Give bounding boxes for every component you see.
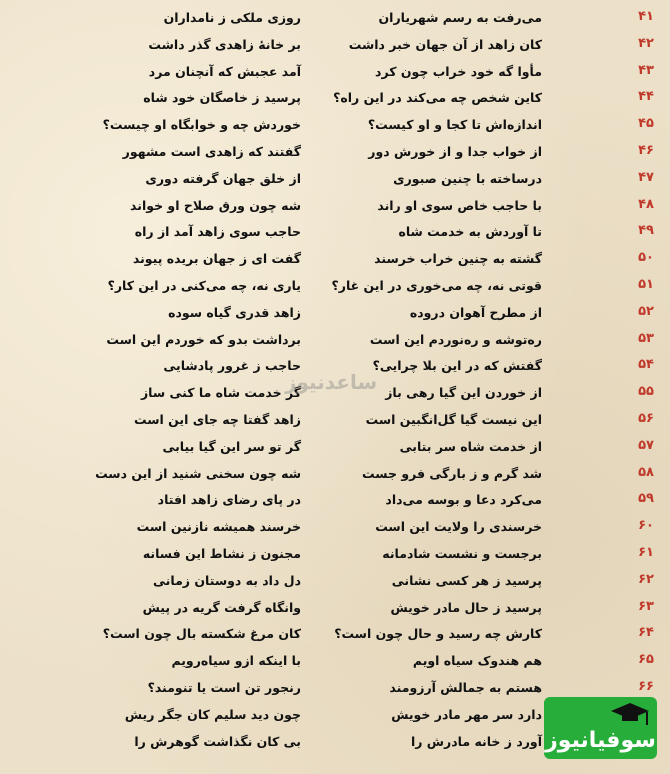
verse-number: ۴۴ bbox=[638, 89, 654, 105]
second-hemistich: با حاجب خاص سوی او راند bbox=[377, 197, 542, 213]
first-hemistich: شه چون ورق صلاح او خواند bbox=[130, 197, 301, 213]
second-hemistich: کارش چه رسید و حال چون است؟ bbox=[334, 626, 542, 642]
first-hemistich: زاهد قدری گیاه سوده bbox=[168, 304, 301, 320]
second-hemistich: پرسید ز هر کسی نشانی bbox=[391, 572, 542, 588]
first-hemistich: از خلق جهان گرفته دوری bbox=[145, 170, 301, 186]
verse-row bbox=[0, 488, 670, 515]
verse-number: ۵۱ bbox=[638, 276, 654, 292]
second-hemistich: از خوردن این گیا رهی باز bbox=[385, 385, 542, 401]
first-hemistich: در پای رضای زاهد افتاد bbox=[157, 492, 301, 508]
verse-row bbox=[0, 140, 670, 167]
verse-number: ۵۲ bbox=[638, 303, 654, 319]
second-hemistich: اندازه‌اش تا کجا و او کیست؟ bbox=[367, 117, 542, 133]
first-hemistich: زاهد گفتا چه جای این است bbox=[134, 411, 301, 427]
verse-number: ۴۸ bbox=[638, 196, 654, 212]
first-hemistich: شه چون سخنی شنید از این دست bbox=[95, 465, 301, 481]
verse-number: ۵۷ bbox=[638, 437, 654, 453]
second-hemistich: هم هندوک سیاه اویم bbox=[412, 653, 542, 669]
verse-row bbox=[0, 247, 670, 274]
second-hemistich: تا آوردش به خدمت شاه bbox=[398, 224, 542, 240]
verse-number: ۴۳ bbox=[638, 62, 654, 78]
first-hemistich: بی کان نگذاشت گوهرش را bbox=[134, 733, 301, 749]
second-hemistich: آورد ز خانه مادرش را bbox=[410, 733, 542, 749]
first-hemistich: برداشت بدو که خوردم این است bbox=[106, 331, 301, 347]
verse-row bbox=[0, 542, 670, 569]
first-hemistich: گر خدمت شاه ما کنی ساز bbox=[140, 385, 301, 401]
second-hemistich: این نیست گیا گل‌انگبین است bbox=[365, 411, 542, 427]
second-hemistich: مأوا گه خود خراب چون کرد bbox=[375, 63, 542, 79]
first-hemistich: وانگاه گرفت گریه در پیش bbox=[142, 599, 301, 615]
second-hemistich: پرسید ز حال مادر خویش bbox=[390, 599, 542, 615]
verse-row bbox=[0, 408, 670, 435]
verse-number: ۶۶ bbox=[638, 678, 654, 694]
first-hemistich: خرسند همیشه نازنین است bbox=[136, 519, 301, 535]
verse-row bbox=[0, 167, 670, 194]
first-hemistich: چون دید سلیم کان جگر ریش bbox=[124, 706, 301, 722]
verse-number: ۶۵ bbox=[638, 652, 654, 668]
first-hemistich: دل داد به دوستان زمانی bbox=[153, 572, 301, 588]
verse-number: ۵۰ bbox=[638, 250, 654, 266]
verse-number: ۵۵ bbox=[638, 384, 654, 400]
logo-text: سوفیانیوز bbox=[545, 728, 656, 753]
verse-number: ۶۰ bbox=[638, 518, 654, 534]
verse-number: ۴۶ bbox=[638, 142, 654, 158]
first-hemistich: روزی ملکی ز نامداران bbox=[163, 10, 301, 25]
first-hemistich: بر خانهٔ زاهدی گذر داشت bbox=[148, 36, 301, 52]
second-hemistich: از خدمت شاه سر بتابی bbox=[399, 438, 542, 454]
verse-row bbox=[0, 194, 670, 221]
verse-row bbox=[0, 596, 670, 623]
second-hemistich: قوتی نه، چه می‌خوری در این غار؟ bbox=[331, 277, 542, 293]
verse-row bbox=[0, 274, 670, 301]
second-hemistich: می‌کرد دعا و بوسه می‌داد bbox=[385, 492, 542, 508]
verse-row bbox=[0, 6, 670, 33]
second-hemistich: کاین شخص چه می‌کند در این راه؟ bbox=[333, 90, 542, 106]
first-hemistich: رنجور تن است یا تنومند؟ bbox=[147, 679, 301, 695]
second-hemistich: گفتش که در این بلا چرایی؟ bbox=[372, 358, 542, 374]
site-logo[interactable] bbox=[544, 697, 657, 759]
verse-number: ۶۴ bbox=[638, 625, 654, 641]
verse-row bbox=[0, 328, 670, 355]
verse-number: ۴۹ bbox=[638, 223, 654, 239]
verse-row bbox=[0, 569, 670, 596]
graduation-cap-icon bbox=[609, 701, 651, 727]
verse-number: ۶۱ bbox=[638, 544, 654, 560]
verse-number: ۵۴ bbox=[638, 357, 654, 373]
verse-row bbox=[0, 462, 670, 489]
second-hemistich: دارد سر مهر مادر خویش bbox=[391, 706, 542, 722]
first-hemistich: پرسید ز خاصگان خود شاه bbox=[143, 90, 301, 106]
verse-number: ۵۳ bbox=[638, 330, 654, 346]
second-hemistich: کان زاهد از آن جهان خبر داشت bbox=[348, 36, 542, 52]
first-hemistich: مجنون ز نشاط این فسانه bbox=[142, 545, 301, 561]
first-hemistich: حاجب ز غرور پادشایی bbox=[163, 358, 301, 374]
verse-row bbox=[0, 622, 670, 649]
verse-number: ۴۵ bbox=[638, 116, 654, 132]
verse-number: ۶۳ bbox=[638, 598, 654, 614]
first-hemistich: یاری نه، چه می‌کنی در این کار؟ bbox=[107, 277, 301, 293]
second-hemistich: از خواب جدا و از خورش دور bbox=[368, 143, 542, 159]
verse-number: ۵۶ bbox=[638, 410, 654, 426]
first-hemistich: حاجب سوی زاهد آمد از راه bbox=[134, 224, 301, 240]
first-hemistich: خوردش چه و خوابگاه او چیست؟ bbox=[102, 117, 301, 133]
verse-row bbox=[0, 435, 670, 462]
verse-row bbox=[0, 113, 670, 140]
first-hemistich: گفتند که زاهدی است مشهور bbox=[122, 143, 301, 159]
verse-number: ۴۷ bbox=[638, 169, 654, 185]
second-hemistich: درساخته با چنین صبوری bbox=[393, 170, 542, 186]
verse-row bbox=[0, 60, 670, 87]
verse-number: ۶۲ bbox=[638, 571, 654, 587]
verse-row bbox=[0, 86, 670, 113]
verse-number: ۵۸ bbox=[638, 464, 654, 480]
verse-row bbox=[0, 649, 670, 676]
verse-row bbox=[0, 33, 670, 60]
second-hemistich: گشته به چنین خراب خرسند bbox=[374, 251, 542, 267]
first-hemistich: گر تو سر این گیا بیابی bbox=[162, 438, 301, 454]
first-hemistich: کان مرغ شکسته بال چون است؟ bbox=[102, 626, 301, 642]
verse-row bbox=[0, 220, 670, 247]
second-hemistich: برجست و نشست شادمانه bbox=[382, 545, 542, 561]
second-hemistich: ره‌توشه و ره‌نوردم این است bbox=[369, 331, 542, 347]
verse-row bbox=[0, 301, 670, 328]
second-hemistich: شد گرم و ز بارگی فرو جست bbox=[362, 465, 542, 481]
second-hemistich: از مطرح آهوان دروده bbox=[409, 304, 542, 320]
verse-number: ۵۹ bbox=[638, 491, 654, 507]
verse-row bbox=[0, 515, 670, 542]
verse-number: ۴۱ bbox=[638, 9, 654, 24]
watermark: ساعدنیوز bbox=[285, 370, 378, 394]
first-hemistich: گفت ای ز جهان بریده پیوند bbox=[132, 251, 301, 267]
second-hemistich: خرسندی را ولایت این است bbox=[375, 519, 542, 535]
second-hemistich: هستم به جمالش آرزومند bbox=[389, 679, 542, 695]
verse-number: ۴۲ bbox=[638, 35, 654, 51]
second-hemistich: می‌رفت به رسم شهریاران bbox=[378, 10, 542, 25]
first-hemistich: با اینکه ازو سیاه‌رویم bbox=[171, 653, 301, 669]
first-hemistich: آمد عجبش که آنچنان مرد bbox=[148, 63, 301, 79]
